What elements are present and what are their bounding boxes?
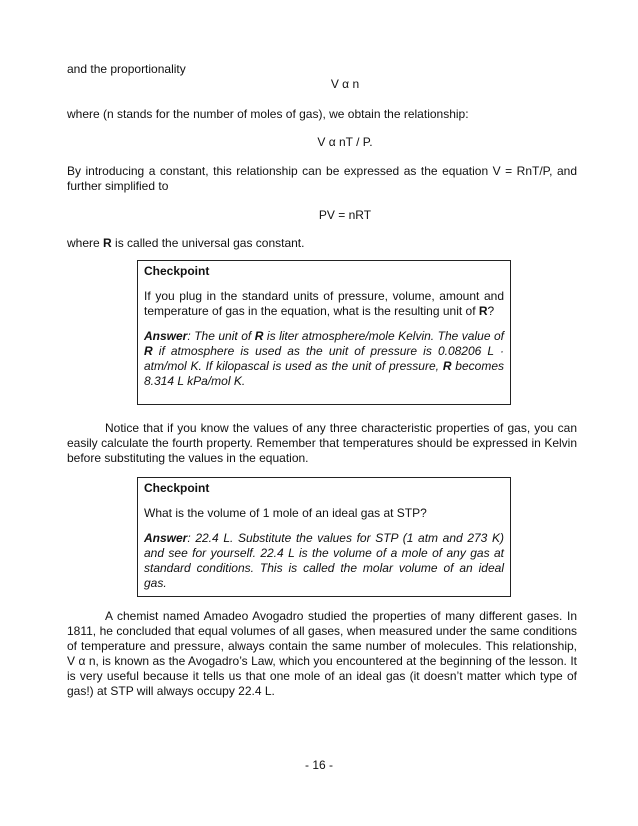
checkpoint-box-2 <box>137 477 511 597</box>
moles-note: where (n stands for the number of moles of gas), we obtain the relationship: <box>67 107 469 121</box>
answer-text: is liter atmosphere/mole Kelvin. The value of <box>263 329 505 343</box>
checkpoint-answer <box>144 531 504 591</box>
checkpoint-question: What is the volume of 1 mole of an ideal gas at STP? <box>144 506 427 520</box>
checkpoint-box-1 <box>137 260 511 405</box>
answer-text: becomes 8.314 L kPa/mol K. <box>144 359 504 388</box>
r-symbol: R <box>442 359 452 373</box>
formula-v-alpha-n: V α n <box>330 77 360 91</box>
r-symbol: R <box>254 329 264 343</box>
checkpoint-question <box>144 289 504 319</box>
constant-paragraph: By introducing a constant, this relationship can be expressed as the equation V = RnT/P, and further simplified to <box>67 164 577 193</box>
checkpoint-title: Checkpoint <box>144 481 210 495</box>
answer-text: : The unit of <box>187 329 255 343</box>
question-text: If you plug in the standard units of pressure, volume, amount and temperature of gas in the equation, what is the resulting unit of <box>144 289 504 318</box>
checkpoint-answer <box>144 329 504 389</box>
r-def-suffix: is called the universal gas constant. <box>111 236 305 250</box>
question-end: ? <box>487 304 495 318</box>
r-symbol: R <box>103 236 112 250</box>
checkpoint-title: Checkpoint <box>144 264 210 278</box>
page-number: - 16 - <box>304 758 333 772</box>
notice-paragraph: Notice that if you know the values of any three characteristic properties of gas, you can easily calculate the fourth property. Remember that temperatures should be expressed in Kelvin before substituting the values in the equation. <box>67 421 577 465</box>
avogadro-paragraph: A chemist named Amadeo Avogadro studied the properties of many different gases. In 1811, he concluded that equal volumes of all gases, when measured under the same conditions of temperature and pressure, always contain the same number of molecules. This relationship, V α n, is known as the Avogadro’s Law, which you encountered at the beginning of the lesson. It is very useful because it tells us that one mole of an ideal gas (it doesn’t matter which type of gas!) at STP will always occupy 22.4 L. <box>67 609 577 698</box>
answer-label: Answer <box>144 329 188 343</box>
answer-label: Answer <box>144 531 188 545</box>
answer-text: if atmosphere is used as the unit of pressure is 0.08206 L · atm/mol K. If kilopascal is used as the unit of pressure, <box>144 344 504 373</box>
formula-pv-nrt: PV = nRT <box>318 208 372 222</box>
r-symbol: R <box>478 304 488 318</box>
proportionality-intro: and the proportionality <box>67 62 186 76</box>
r-def-prefix: where <box>67 236 104 250</box>
answer-text: : 22.4 L. Substitute the values for STP (1 atm and 273 K) and see for yourself. 22.4 L is the volume of a mole of any gas at standard conditions. This is called the molar volume of an ideal gas. <box>144 531 504 590</box>
r-symbol: R <box>144 344 153 358</box>
formula-v-alpha-nt-p: V α nT / P. <box>317 135 373 149</box>
r-definition <box>67 236 304 251</box>
